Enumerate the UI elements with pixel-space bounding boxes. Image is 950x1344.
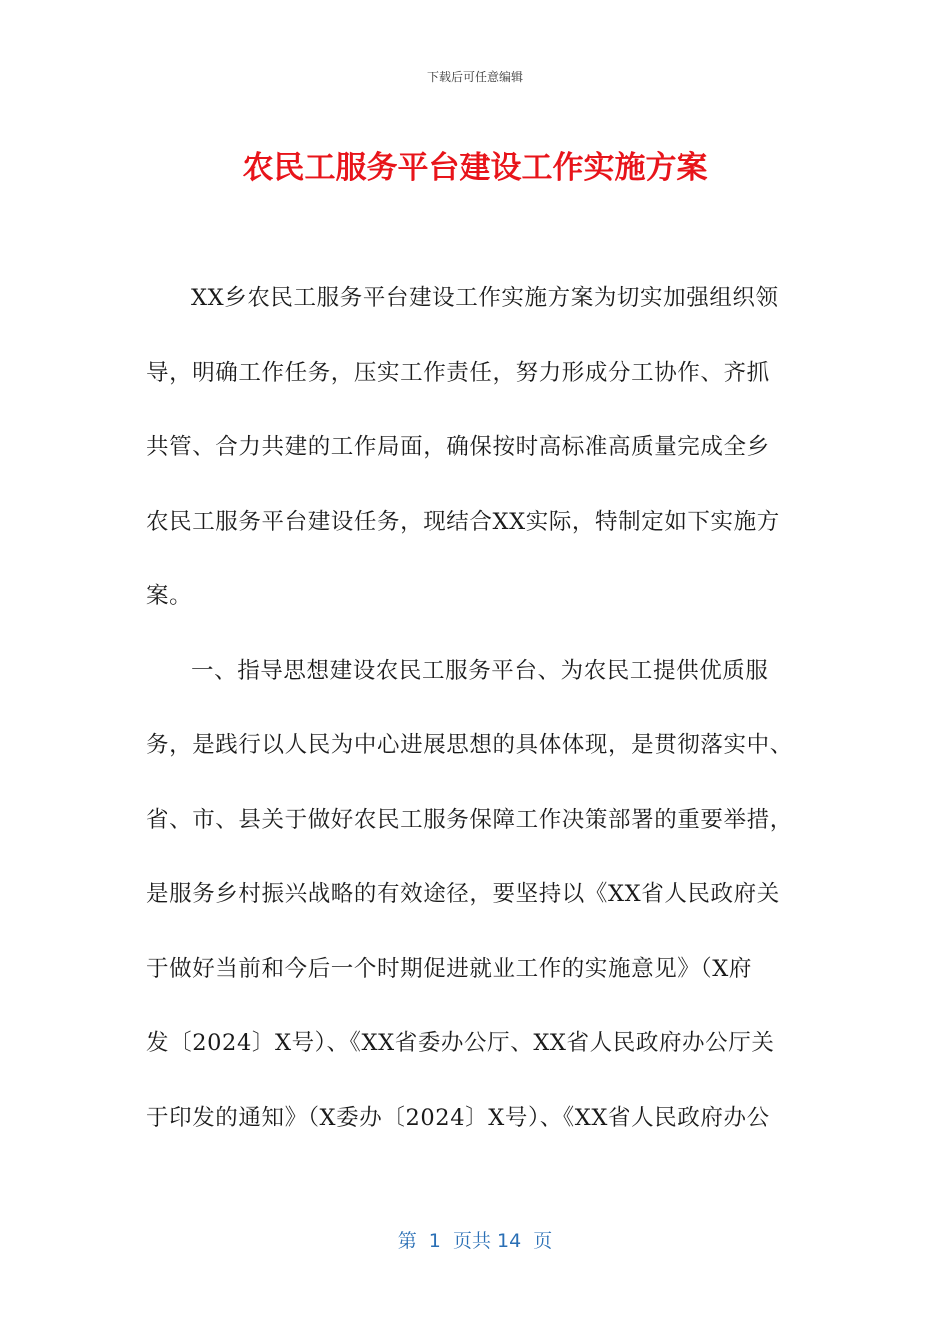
page-title: 农民工服务平台建设工作实施方案 bbox=[242, 150, 708, 186]
document-body bbox=[146, 268, 826, 1162]
text-line: 是服务乡村振兴战略的有效途径，要坚持以《XX省人民政府关 bbox=[146, 881, 780, 907]
paragraph bbox=[146, 268, 826, 641]
text-line: 务，是践行以人民为中心进展思想的具体体现，是贯彻落实中、 bbox=[146, 732, 793, 758]
text-line: 发〔2024〕X号）、《XX省委办公厅、XX省人民政府办公厅关 bbox=[146, 1030, 775, 1056]
text-line: 导，明确工作任务，压实工作责任，努力形成分工协作、齐抓 bbox=[146, 359, 770, 386]
page-number-footer: 第 1 页共 14 页 bbox=[397, 1230, 553, 1252]
text-line: 共管、合力共建的工作局面，确保按时高标准高质量完成全乡 bbox=[146, 434, 770, 460]
text-line: XX乡农民工服务平台建设工作实施方案为切实加强组织领 bbox=[191, 285, 779, 311]
text-line: 于做好当前和今后一个时期促进就业工作的实施意见》（X府 bbox=[146, 955, 752, 982]
text-line: 省、市、县关于做好农民工服务保障工作决策部署的重要举措， bbox=[146, 806, 793, 833]
text-line: 一、指导思想建设农民工服务平台、为农民工提供优质服 bbox=[191, 657, 769, 684]
text-line: 于印发的通知》（X委办〔2024〕X号）、《XX省人民政府办公 bbox=[146, 1104, 770, 1131]
header-note: 下载后可任意编辑 bbox=[426, 70, 523, 84]
text-line: 农民工服务平台建设任务，现结合XX实际，特制定如下实施方 bbox=[146, 508, 780, 535]
text-line: 案。 bbox=[146, 583, 193, 609]
paragraph bbox=[146, 641, 826, 1163]
